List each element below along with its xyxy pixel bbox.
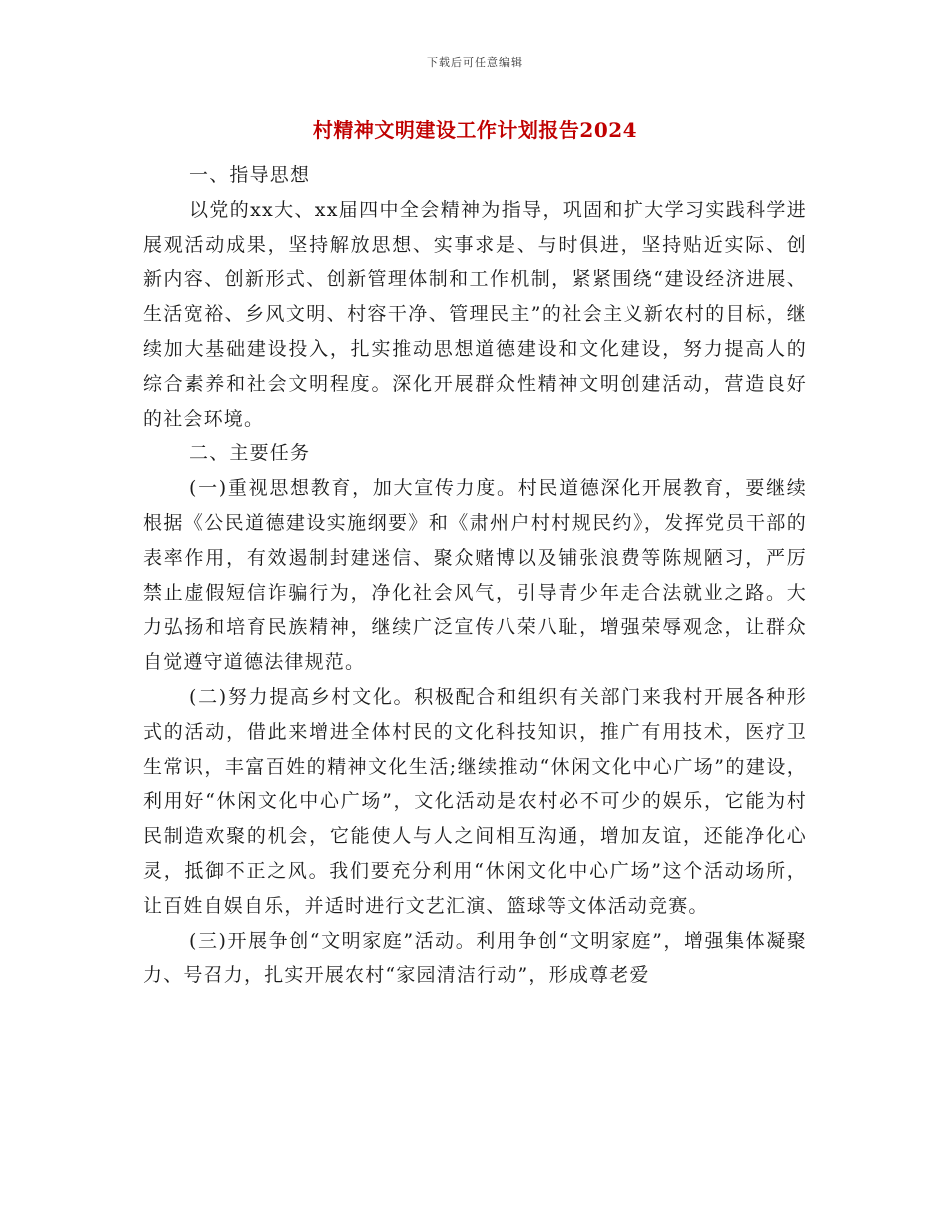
document-title: 村精神文明建设工作计划报告2024 xyxy=(312,118,638,142)
paragraph-task-2: (二)努力提高乡村文化。积极配合和组织有关部门来我村开展各种形式的活动，借此来增进全体村民的文化科技知识，推广有用技术，医疗卫生常识，丰富百姓的精神文化生活;继续推动“休闲文化中心广场”的建设，利用好“休闲文化中心广场”，文化活动是农村必不可少的娱乐，它能为村民制造欢聚的机会，它能使人与人之间相互沟通，增加友谊，还能净化心灵，抵御不正之风。我们要充分利用“休闲文化中心广场”这个活动场所，让百姓自娱自乐，并适时进行文艺汇演、篮球等文体活动竞赛。 xyxy=(143,685,807,917)
paragraph-guiding-thought: 以党的xx大、xx届四中全会精神为指导，巩固和扩大学习实践科学进展观活动成果，坚持解放思想、实事求是、与时俱进，坚持贴近实际、创新内容、创新形式、创新管理体制和工作机制，紧紧围绕“建设经济进展、生活宽裕、乡风文明、村容干净、管理民主”的社会主义新农村的目标，继续加大基础建设投入，扎实推动思想道德建设和文化建设，努力提高人的综合素养和社会文明程度。深化开展群众性精神文明创建活动，营造良好的社会环境。 xyxy=(143,198,807,430)
paragraph-task-1: (一)重视思想教育，加大宣传力度。村民道德深化开展教育，要继续根据《公民道德建设实施纲要》和《肃州户村村规民约》，发挥党员干部的表率作用，有效遏制封建迷信、聚众赌博以及铺张浪费等陈规陋习，严厉禁止虚假短信诈骗行为，净化社会风气，引导青少年走合法就业之路。大力弘扬和培育民族精神，继续广泛宣传八荣八耻，增强荣辱观念，让群众自觉遵守道德法律规范。 xyxy=(143,477,807,674)
section-heading-guiding-thought: 一、指导思想 xyxy=(189,164,311,186)
section-heading-main-tasks: 二、主要任务 xyxy=(189,442,311,465)
document-body xyxy=(143,158,807,993)
paragraph-task-3: (三)开展争创“文明家庭”活动。利用争创“文明家庭”，增强集体凝聚力、号召力，扎实开展农村“家园清洁行动”，形成尊老爱 xyxy=(143,929,807,987)
header-note: 下载后可任意编辑 xyxy=(427,56,523,69)
